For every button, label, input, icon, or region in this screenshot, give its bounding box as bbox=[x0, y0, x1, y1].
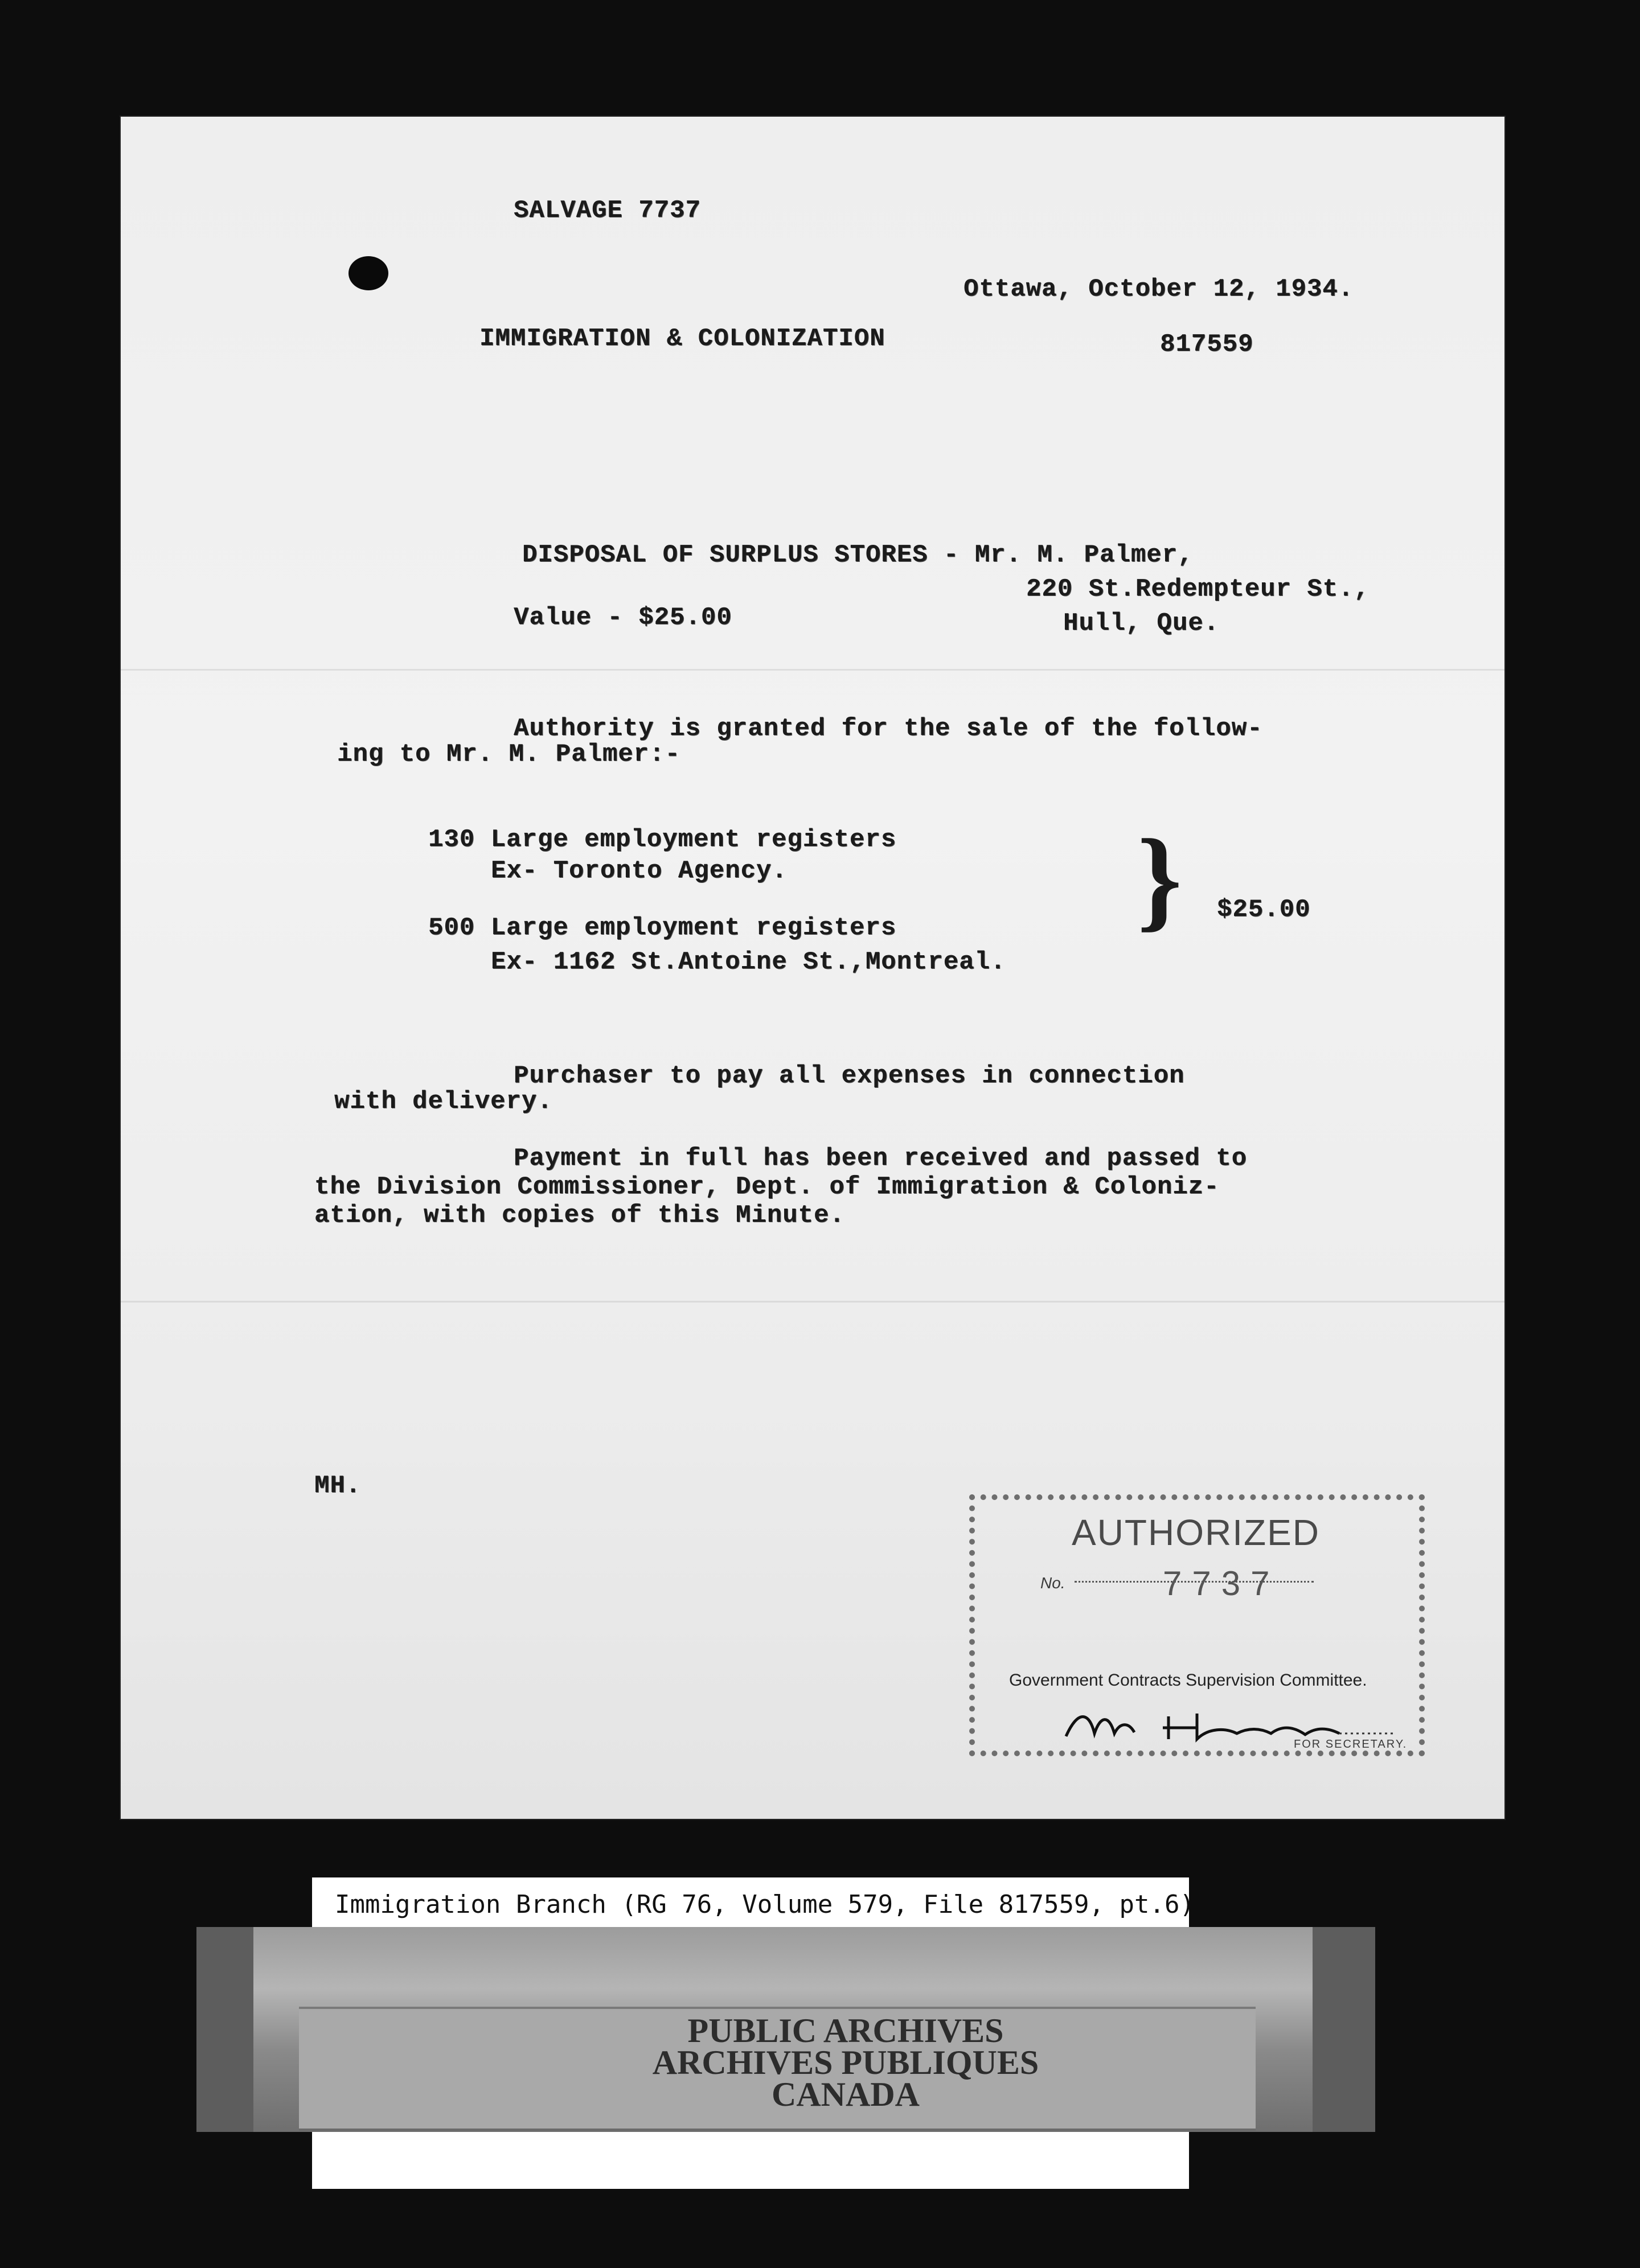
paragraph-1-line-2: ing to Mr. M. Palmer:- bbox=[337, 740, 680, 769]
initials: MH. bbox=[314, 1472, 362, 1500]
subject-line: DISPOSAL OF SURPLUS STORES - Mr. M. Palmer, bbox=[522, 541, 1194, 569]
paragraph-2-line-1: Purchaser to pay all expenses in connection bbox=[514, 1062, 1185, 1090]
address-line-1: 220 St.Redempteur St., bbox=[1026, 575, 1370, 603]
stamp-number-label: No. bbox=[1040, 1574, 1065, 1592]
value-line: Value - $25.00 bbox=[514, 603, 732, 632]
paragraph-3-line-2: the Division Commissioner, Dept. of Immigration & Coloniz- bbox=[314, 1173, 1220, 1201]
box-edge-right bbox=[1313, 1927, 1375, 2132]
fold-line bbox=[121, 669, 1504, 671]
file-number: 817559 bbox=[1160, 330, 1254, 359]
reference-label-text: Immigration Branch (RG 76, Volume 579, File 817559, pt.6) bbox=[335, 1890, 1195, 1919]
stamp-committee: Government Contracts Supervision Committee. bbox=[1009, 1671, 1367, 1690]
archive-line-2: ARCHIVES PUBLIQUES bbox=[652, 2044, 1039, 2081]
paragraph-3-line-1: Payment in full has been received and passed to bbox=[514, 1144, 1248, 1173]
department-heading: IMMIGRATION & COLONIZATION bbox=[479, 324, 885, 353]
item-1-line-1: 130 Large employment registers bbox=[428, 825, 897, 854]
archive-tape bbox=[299, 2007, 1256, 2131]
address-line-2: Hull, Que. bbox=[1063, 609, 1220, 638]
place-date: Ottawa, October 12, 1934. bbox=[964, 275, 1354, 303]
paragraph-2-line-2: with delivery. bbox=[334, 1087, 553, 1116]
bottom-label-strip bbox=[312, 2132, 1189, 2189]
stamp-number: 7737 bbox=[1163, 1564, 1280, 1603]
box-edge-left bbox=[196, 1927, 253, 2132]
archive-box bbox=[196, 1927, 1375, 2132]
archive-line-1: PUBLIC ARCHIVES bbox=[687, 2012, 1004, 2049]
archive-stamp bbox=[618, 2012, 1073, 2113]
item-2-line-2: Ex- 1162 St.Antoine St.,Montreal. bbox=[491, 948, 1006, 976]
document-page bbox=[121, 117, 1504, 1819]
paragraph-3-line-3: ation, with copies of this Minute. bbox=[314, 1201, 845, 1230]
reference-label bbox=[312, 1877, 1195, 1934]
stamp-for-secretary: FOR SECRETARY. bbox=[1294, 1738, 1408, 1751]
item-1-line-2: Ex- Toronto Agency. bbox=[491, 857, 788, 885]
item-2-line-1: 500 Large employment registers bbox=[428, 914, 897, 942]
items-total: $25.00 bbox=[1217, 895, 1311, 924]
salvage-reference: SALVAGE 7737 bbox=[514, 196, 701, 225]
fold-line bbox=[121, 1301, 1504, 1303]
ink-blot bbox=[348, 256, 388, 290]
stamp-title: AUTHORIZED bbox=[1072, 1512, 1320, 1553]
right-brace: } bbox=[1137, 816, 1182, 942]
archive-line-3: CANADA bbox=[772, 2076, 920, 2113]
authorized-stamp bbox=[969, 1494, 1425, 1756]
paragraph-1-line-1: Authority is granted for the sale of the follow- bbox=[514, 714, 1263, 743]
